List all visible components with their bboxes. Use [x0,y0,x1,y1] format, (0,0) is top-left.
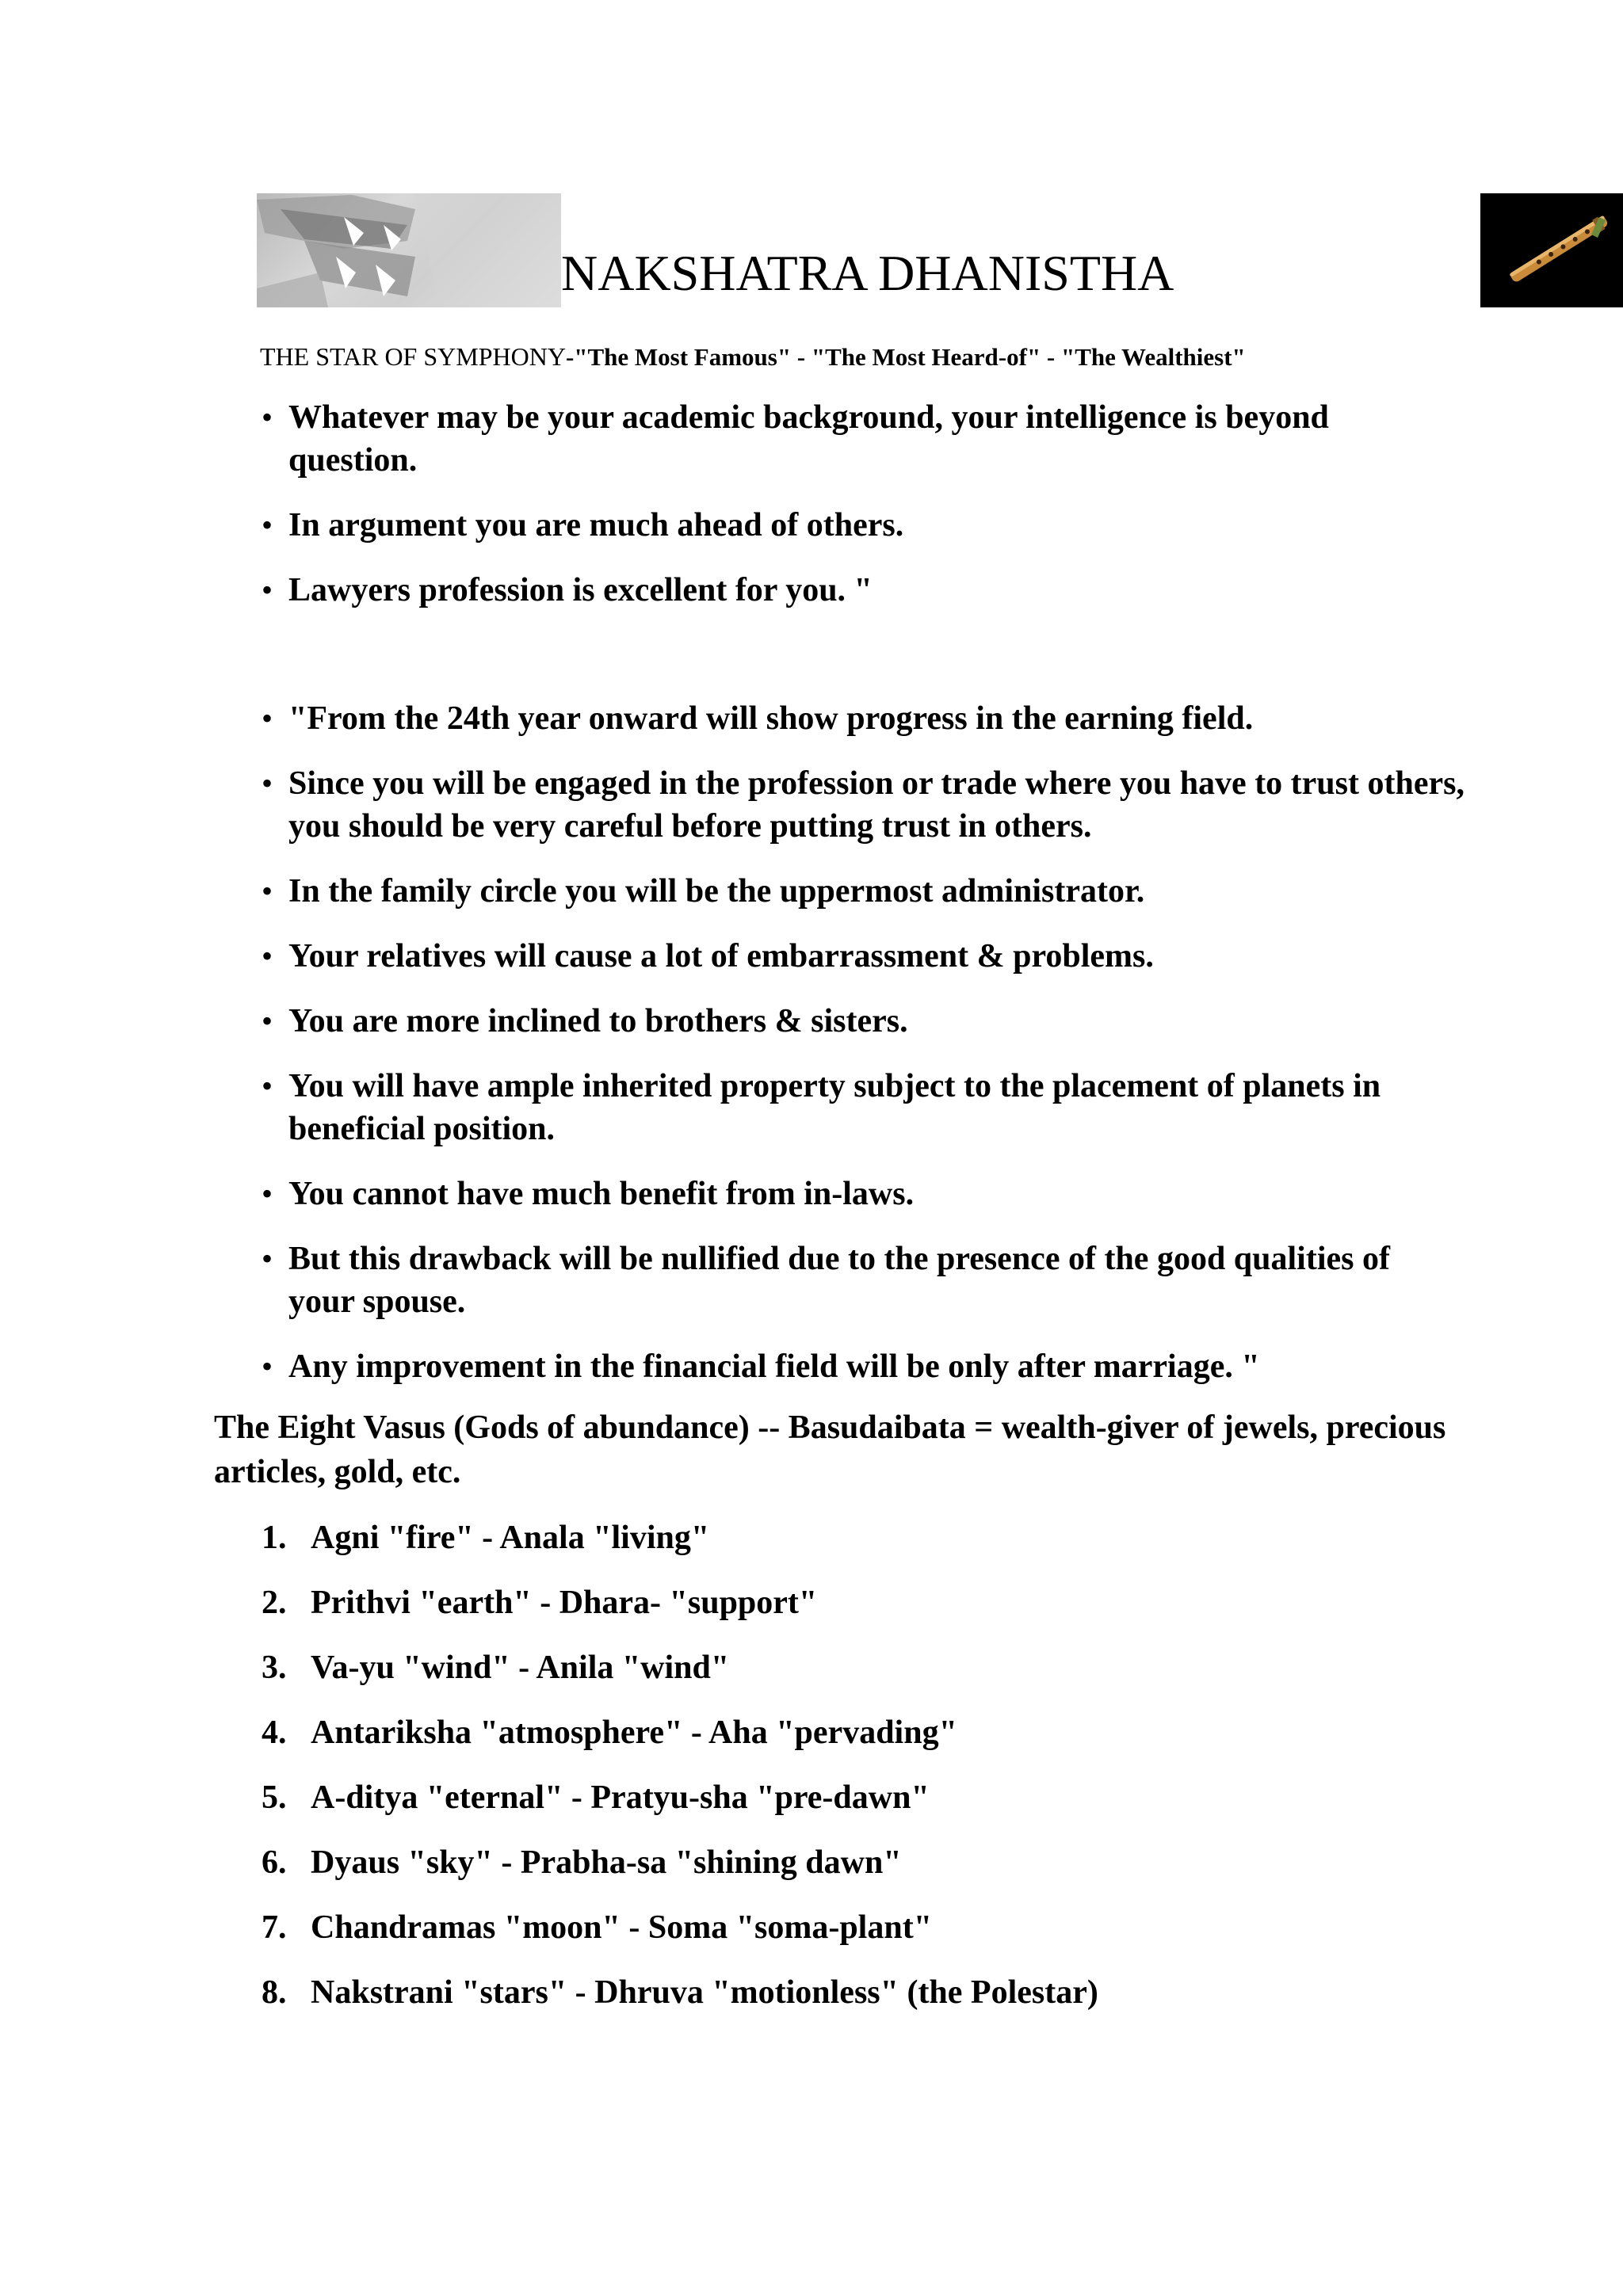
flute-icon [1480,193,1623,307]
subtitle-rest: -"The Most Famous" - "The Most Heard-of" - "The Wealthiest" [565,343,1246,371]
vasus-intro: The Eight Vasus (Gods of abundance) -- Basudaibata = wealth-giver of jewels, precious articles, gold, etc. [214,1409,1446,1490]
list-number: 3. [262,1650,287,1686]
list-item-text: But this drawback will be nullified due to the presence of the good qualities of your spouse. [288,1241,1390,1320]
list-item-text: Prithvi "earth" - Dhara- "support" [311,1585,818,1621]
list-item-text: In the family circle you will be the uppermost administrator. [288,873,1145,910]
flute-image [1480,193,1623,307]
list-item [262,1516,1098,1559]
list-item-text: Dyaus "sky" - Prabha-sa "shining dawn" [311,1844,902,1881]
list-item-text: Your relatives will cause a lot of embarrassment & problems. [288,938,1154,974]
list-item-text: "From the 24th year onward will show progress in the earning field. [288,700,1254,737]
list-item [262,1065,1414,1150]
bullet-icon: • [262,572,273,608]
list-item [262,396,1414,482]
bullet-list-2 [262,697,1477,1410]
list-item [262,504,1461,547]
bullet-list-1 [262,396,1461,634]
list-item-text: Agni "fire" - Anala "living" [311,1520,710,1556]
list-item [262,1173,1461,1215]
list-number: 2. [262,1585,287,1621]
bullet-icon: • [262,1348,273,1384]
list-item-text: Nakstrani "stars" - Dhruva "motionless" (the Polestar) [311,1974,1098,2011]
vasus-list [262,1516,1098,2036]
list-item [262,1711,1098,1754]
list-item [262,1971,1098,2014]
list-item [262,1581,1098,1624]
list-item-text: You will have ample inherited property subject to the placement of planets in beneficial position. [288,1068,1381,1147]
list-number: 8. [262,1974,287,2011]
bullet-icon: • [262,1241,273,1276]
list-item-text: Va-yu "wind" - Anila "wind" [311,1650,730,1686]
list-item-text: You are more inclined to brothers & sisters. [288,1003,908,1039]
list-item [262,697,1461,740]
list-item [262,1345,1461,1388]
list-number: 5. [262,1779,287,1816]
bullet-icon: • [262,1003,273,1039]
list-item-text: Whatever may be your academic background, your intelligence is beyond question. [288,399,1329,479]
list-item [262,762,1477,848]
list-item [262,1776,1098,1819]
list-item-text: Antariksha "atmosphere" - Aha "pervading" [311,1714,957,1751]
list-item-text: You cannot have much benefit from in-laws. [288,1176,915,1212]
list-number: 6. [262,1844,287,1881]
list-item-text: Chandramas "moon" - Soma "soma-plant" [311,1909,933,1946]
bullet-icon: • [262,507,273,543]
list-item [262,569,1461,612]
bullet-icon: • [262,1068,273,1104]
list-item [262,935,1461,978]
bullet-icon: • [262,873,273,909]
bullet-icon: • [262,765,273,801]
list-item-text: In argument you are much ahead of others. [288,507,904,543]
list-number: 4. [262,1714,287,1751]
drum-image [257,193,561,307]
list-item [262,1906,1098,1949]
list-item-text: Any improvement in the financial field will be only after marriage. " [288,1348,1260,1385]
bullet-icon: • [262,1176,273,1211]
list-item-text: A-ditya "eternal" - Pratyu-sha "pre-dawn" [311,1779,930,1816]
list-item-text: Since you will be engaged in the profession or trade where you have to trust others, you should be very careful before putting trust in others. [288,765,1465,845]
header [257,193,1384,307]
list-item [262,870,1461,913]
subtitle-lead: THE STAR OF SYMPHONY [260,342,566,371]
list-item [262,1000,1461,1043]
drum-icon [257,193,561,307]
list-item [262,1238,1414,1323]
page-title: NAKSHATRA DHANISTHA [561,245,1174,301]
bullet-icon: • [262,700,273,736]
subtitle [260,342,1246,372]
list-item [262,1841,1098,1884]
bullet-icon: • [262,399,273,435]
bullet-icon: • [262,938,273,974]
list-number: 7. [262,1909,287,1946]
list-item [262,1646,1098,1689]
list-number: 1. [262,1520,287,1556]
list-item-text: Lawyers profession is excellent for you. " [288,572,873,608]
